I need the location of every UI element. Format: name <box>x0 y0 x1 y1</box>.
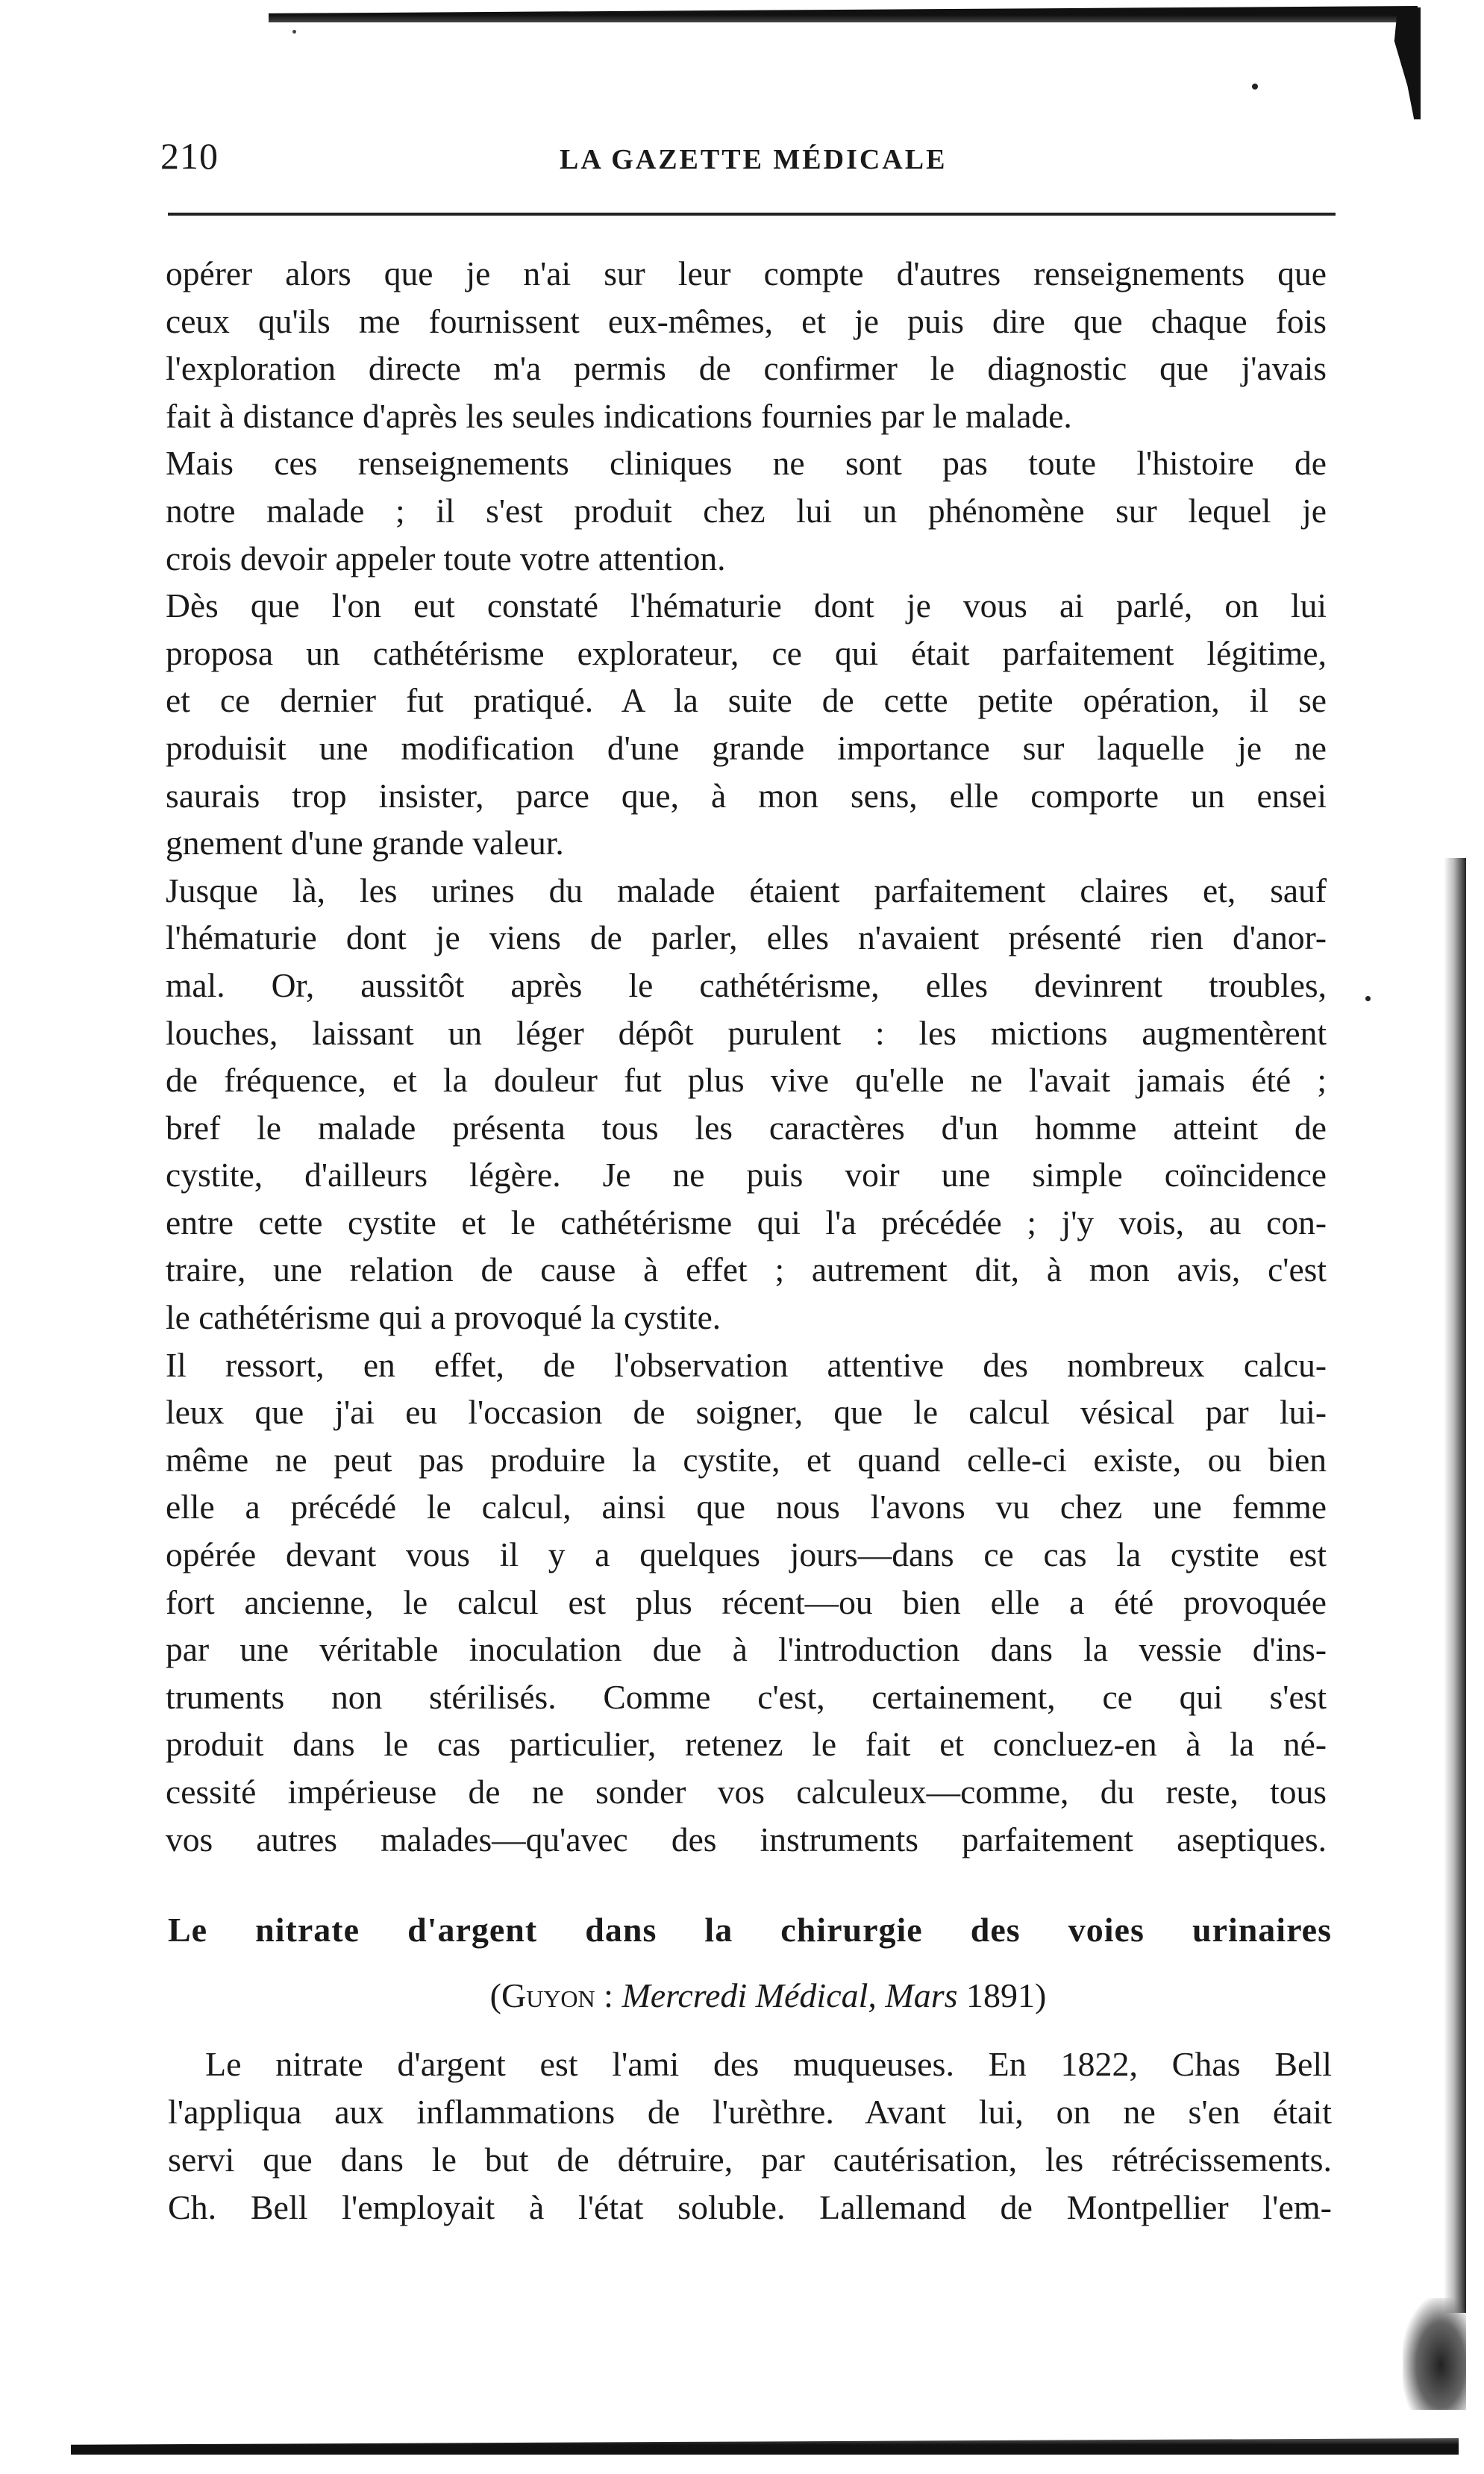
citation-separator: : <box>595 1976 622 2014</box>
citation <box>0 1976 1484 2015</box>
running-title: LA GAZETTE MÉDICALE <box>560 144 948 175</box>
text-line: mal. Or, aussitôt après le cathétérisme, elles devinrent troubles, <box>166 965 1327 1004</box>
text-line: cystite, d'ailleurs légère. Je ne puis voir une simple coïncidence <box>166 1156 1327 1194</box>
text-line: Mais ces renseignements cliniques ne sont pas toute l'histoire de <box>166 444 1327 483</box>
text-line: même ne peut pas produire la cystite, et quand celle-ci existe, ou bien <box>166 1440 1327 1479</box>
text-line: l'hématurie dont je viens de parler, elles n'avaient présenté rien d'anor- <box>166 918 1327 957</box>
text-line: saurais trop insister, parce que, à mon sens, elle comporte un ensei <box>166 776 1327 815</box>
text-line: par une véritable inoculation due à l'introduction dans la vessie d'ins- <box>166 1630 1327 1669</box>
text-line: notre malade ; il s'est produit chez lui un phénomène sur lequel je <box>166 491 1327 530</box>
scan-speck <box>1252 84 1258 90</box>
text-line: servi que dans le but de détruire, par cautérisation, les rétrécissements. <box>168 2141 1332 2179</box>
text-line: Jusque là, les urines du malade étaient parfaitement claires et, sauf <box>166 871 1327 909</box>
body-text <box>166 250 1327 1863</box>
scan-corner-top-right <box>1388 7 1421 119</box>
scan-edge-bottom <box>71 2438 1459 2455</box>
scan-speck <box>292 30 296 34</box>
text-line: louches, laissant un léger dépôt purulent : les mictions augmentèrent <box>166 1013 1327 1052</box>
citation-open: ( <box>489 1976 501 2014</box>
text-line: produisit une modification d'une grande importance sur laquelle je ne <box>166 728 1327 767</box>
text-line: Le nitrate d'argent est l'ami des muqueuses. En 1822, Chas Bell <box>205 2045 1332 2083</box>
section-title: Le nitrate d'argent dans la chirurgie des voies urinaires <box>168 1911 1332 1949</box>
section-text <box>168 2041 1332 2232</box>
text-line: elle a précédé le calcul, ainsi que nous l'avons vu chez une femme <box>166 1488 1327 1526</box>
text-line: bref le malade présenta tous les caractères d'un homme atteint de <box>166 1108 1327 1147</box>
text-line: l'exploration directe m'a permis de confirmer le diagnostic que j'avais <box>166 349 1327 388</box>
citation-year: 1891) <box>957 1976 1047 2014</box>
citation-journal: Mercredi Médical, Mars <box>622 1976 958 2014</box>
page-number: 210 <box>160 135 219 177</box>
text-line: gnement d'une grande valeur. <box>166 824 564 862</box>
text-line: produit dans le cas particulier, retenez le fait et concluez-en à la né- <box>166 1725 1327 1764</box>
text-line: opérer alors que je n'ai sur leur compte d'autres renseignements que <box>166 254 1327 292</box>
scan-smudge <box>1403 2298 1466 2410</box>
text-line: Dès que l'on eut constaté l'hématurie dont je vous ai parlé, on lui <box>166 586 1327 625</box>
text-line: de fréquence, et la douleur fut plus vive qu'elle ne l'avait jamais été ; <box>166 1061 1327 1100</box>
text-line: vos autres malades—qu'avec des instruments parfaitement aseptiques. <box>166 1820 1327 1858</box>
text-line: l'appliqua aux inflammations de l'urèthre. Avant lui, on ne s'en était <box>168 2093 1332 2131</box>
text-line: Il ressort, en effet, de l'observation attentive des nombreux calcu- <box>166 1345 1327 1384</box>
text-line: leux que j'ai eu l'occasion de soigner, que le calcul vésical par lui- <box>166 1393 1327 1432</box>
scan-edge-top <box>269 6 1418 22</box>
text-line: cessité impérieuse de ne sonder vos calculeux—comme, du reste, tous <box>166 1773 1327 1811</box>
text-line: opérée devant vous il y a quelques jours—dans ce cas la cystite est <box>166 1535 1327 1574</box>
text-line: Ch. Bell l'employait à l'état soluble. Lallemand de Montpellier l'em- <box>168 2188 1332 2226</box>
text-line: le cathétérisme qui a provoqué la cystite. <box>166 1298 721 1337</box>
text-line: truments non stérilisés. Comme c'est, certainement, ce qui s'est <box>166 1677 1327 1716</box>
text-line: ceux qu'ils me fournissent eux-mêmes, et je puis dire que chaque fois <box>166 301 1327 340</box>
text-line: et ce dernier fut pratiqué. A la suite de cette petite opération, il se <box>166 681 1327 720</box>
text-line: fait à distance d'après les seules indications fournies par le malade. <box>166 396 1072 435</box>
text-line: traire, une relation de cause à effet ; autrement dit, à mon avis, c'est <box>166 1250 1327 1289</box>
citation-author: Guyon <box>501 1976 595 2014</box>
text-line: fort ancienne, le calcul est plus récent—ou bien elle a été provoquée <box>166 1582 1327 1621</box>
scan-edge-right <box>1444 858 1466 2313</box>
text-line: entre cette cystite et le cathétérisme qui l'a précédée ; j'y vois, au con- <box>166 1203 1327 1241</box>
text-line: proposa un cathétérisme explorateur, ce qui était parfaitement légitime, <box>166 633 1327 672</box>
text-line: crois devoir appeler toute votre attention. <box>166 539 726 577</box>
scan-speck <box>1365 996 1371 1001</box>
header-rule <box>168 213 1336 216</box>
